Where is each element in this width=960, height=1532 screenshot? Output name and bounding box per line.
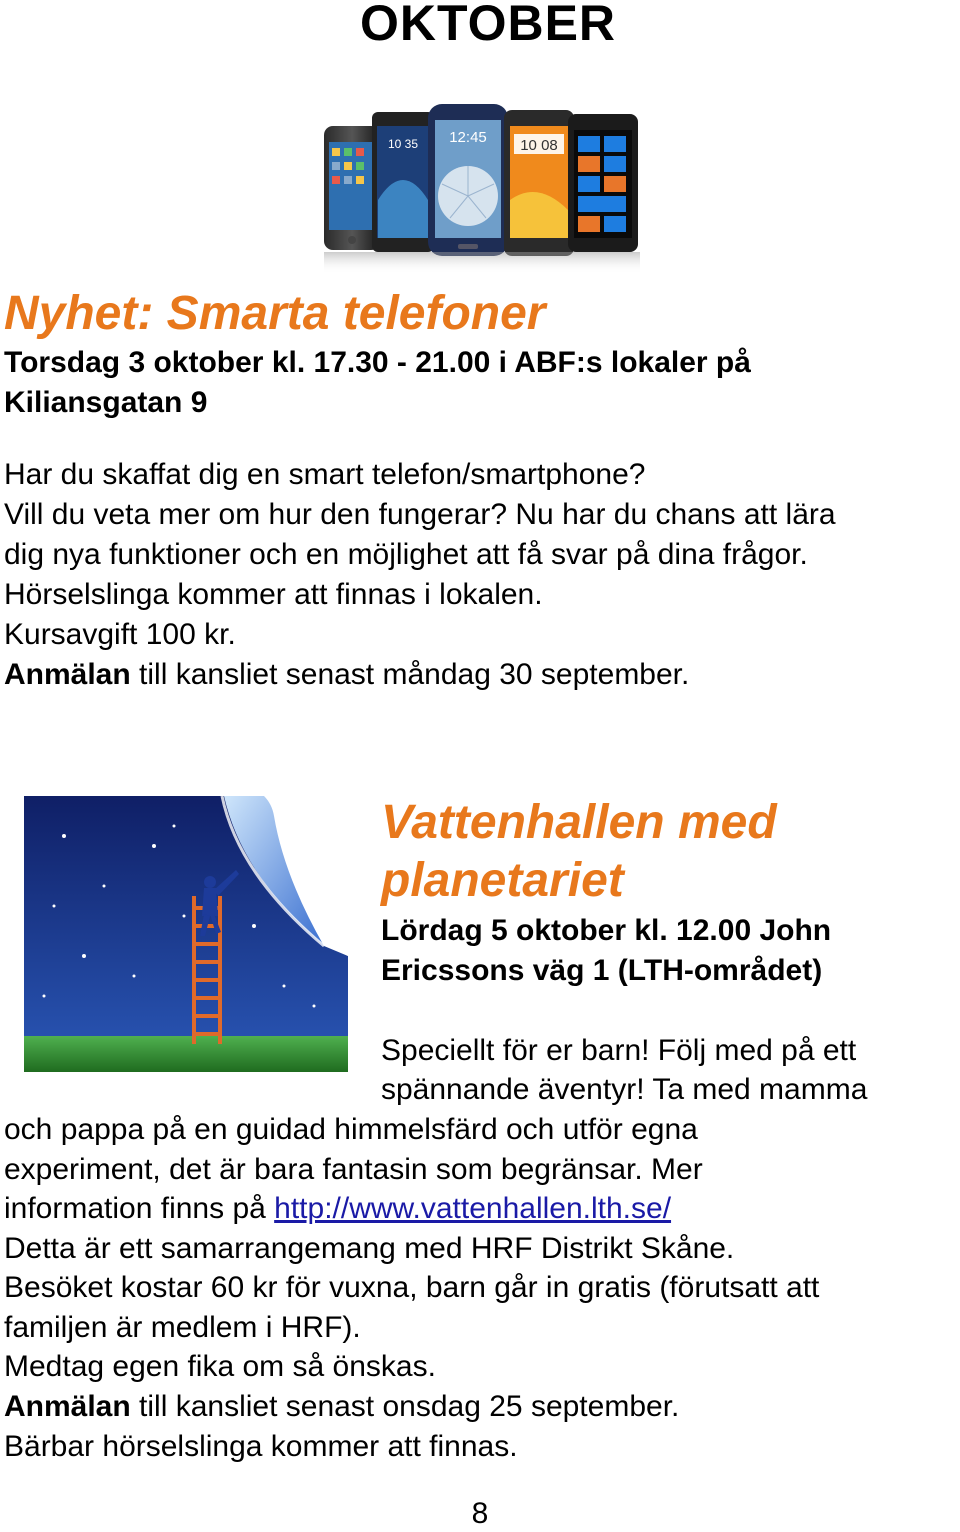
event2-more-line: familjen är medlem i HRF). <box>4 1311 361 1344</box>
vattenhallen-link[interactable]: http://www.vattenhallen.lth.se/ <box>274 1192 672 1225</box>
event1-body-line: Hörselslinga kommer att finnas i lokalen. <box>4 578 543 611</box>
phone-5 <box>568 114 638 252</box>
phone-2-clock: 10 35 <box>387 137 419 151</box>
planetarium-image <box>24 796 348 1072</box>
phone-3 <box>428 104 508 256</box>
grass <box>24 1036 348 1072</box>
event2-body-line1: Speciellt för er barn! Följ med på ett <box>381 1034 857 1067</box>
event2-last-line: Bärbar hörselslinga kommer att finnas. <box>4 1430 518 1463</box>
event2-signup-rest: till kansliet senast onsdag 25 september. <box>130 1390 680 1423</box>
event1-signup-rest: till kansliet senast måndag 30 september. <box>130 658 690 691</box>
event1-body-line: Vill du veta mer om hur den fungerar? Nu har du chans att lära <box>4 498 836 531</box>
event2-info-line <box>4 1189 671 1229</box>
event1-body-line: Har du skaffat dig en smart telefon/smartphone? <box>4 458 646 491</box>
event2-signup-bold: Anmälan <box>4 1390 131 1423</box>
event1-body-line: dig nya funktioner och en möjlighet att få svar på dina frågor. <box>4 538 808 571</box>
event2-title-line2: planetariet <box>381 854 624 907</box>
month-title: OKTOBER <box>359 0 617 51</box>
smartphones-image <box>318 100 642 276</box>
event2-info-prefix: information finns på <box>4 1192 275 1225</box>
event2-more-line: Besöket kostar 60 kr för vuxna, barn går in gratis (förutsatt att <box>4 1271 820 1304</box>
event1-when-line2: Kiliansgatan 9 <box>4 386 208 419</box>
event2-body-line2: spännande äventyr! Ta med mamma <box>381 1073 868 1106</box>
event1-signup <box>4 655 689 695</box>
event2-body-line3: och pappa på en guidad himmelsfärd och utför egna <box>4 1113 698 1146</box>
event1-body-line: Kursavgift 100 kr. <box>4 618 236 651</box>
event2-more-line: Medtag egen fika om så önskas. <box>4 1350 436 1383</box>
event2-title-line1: Vattenhallen med <box>381 796 777 849</box>
phone-1 <box>324 126 380 250</box>
event1-title: Nyhet: Smarta telefoner <box>4 287 546 340</box>
event2-when-line1: Lördag 5 oktober kl. 12.00 John <box>381 914 832 947</box>
event2-signup <box>4 1387 679 1427</box>
event2-body-line4: experiment, det är bara fantasin som begränsar. Mer <box>4 1153 703 1186</box>
event2-more-line: Detta är ett samarrangemang med HRF Distrikt Skåne. <box>4 1232 735 1265</box>
phones-reflection <box>324 252 640 274</box>
phone-3-clock: 12:45 <box>449 129 487 146</box>
phone-2 <box>372 112 434 252</box>
event1-when-line1: Torsdag 3 oktober kl. 17.30 - 21.00 i ABF:s lokaler på <box>4 346 751 379</box>
event2-when-line2: Ericssons väg 1 (LTH-området) <box>381 954 823 987</box>
phone-4 <box>504 110 574 256</box>
phone-4-clock: 10 08 <box>520 137 558 154</box>
event1-signup-bold: Anmälan <box>4 658 131 691</box>
page-number: 8 <box>471 1497 489 1530</box>
